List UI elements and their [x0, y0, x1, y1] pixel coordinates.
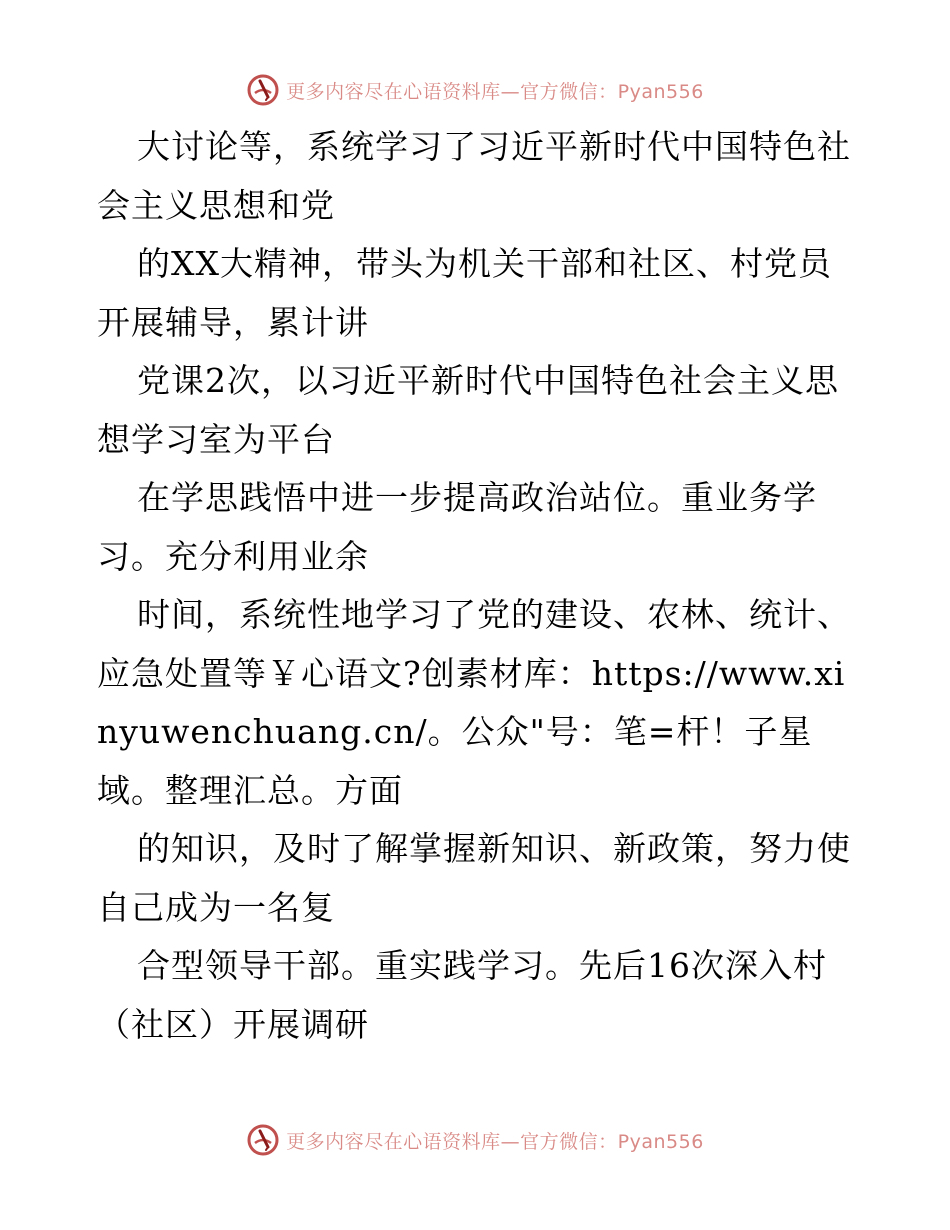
book-pen-logo-icon: [246, 73, 280, 107]
header-watermark: [0, 70, 950, 110]
paragraph: 合型领导干部。重实践学习。先后16次深入村（社区）开展调研: [97, 946, 827, 1044]
paragraph: 大讨论等，系统学习了习近平新时代中国特色社会主义思想和党: [97, 127, 851, 225]
paragraph: 在学思践悟中进一步提高政治站位。重业务学习。充分利用业余: [97, 478, 817, 576]
paragraph: 时间，系统性地学习了党的建设、农林、统计、应急处置等￥心语文?创素材库：https://www.xinyuwenchuang.cn/。公众"号：笔=杆！子星域。整理汇总。方面: [97, 595, 851, 810]
paragraph: 党课2次，以习近平新时代中国特色社会主义思想学习室为平台: [97, 361, 839, 459]
paragraph: 的XX大精神，带头为机关干部和社区、村党员开展辅导，累计讲: [97, 244, 832, 342]
header-banner-text: 更多内容尽在心语资料库—官方微信：Pyan556: [286, 80, 704, 103]
document-body: [97, 118, 857, 1054]
footer-banner-text: 更多内容尽在心语资料库—官方微信：Pyan556: [286, 1130, 704, 1153]
paragraph: 的知识，及时了解掌握新知识、新政策，努力使自己成为一名复: [97, 829, 851, 927]
book-pen-logo-icon: [246, 1123, 280, 1157]
footer-watermark: [0, 1120, 950, 1160]
